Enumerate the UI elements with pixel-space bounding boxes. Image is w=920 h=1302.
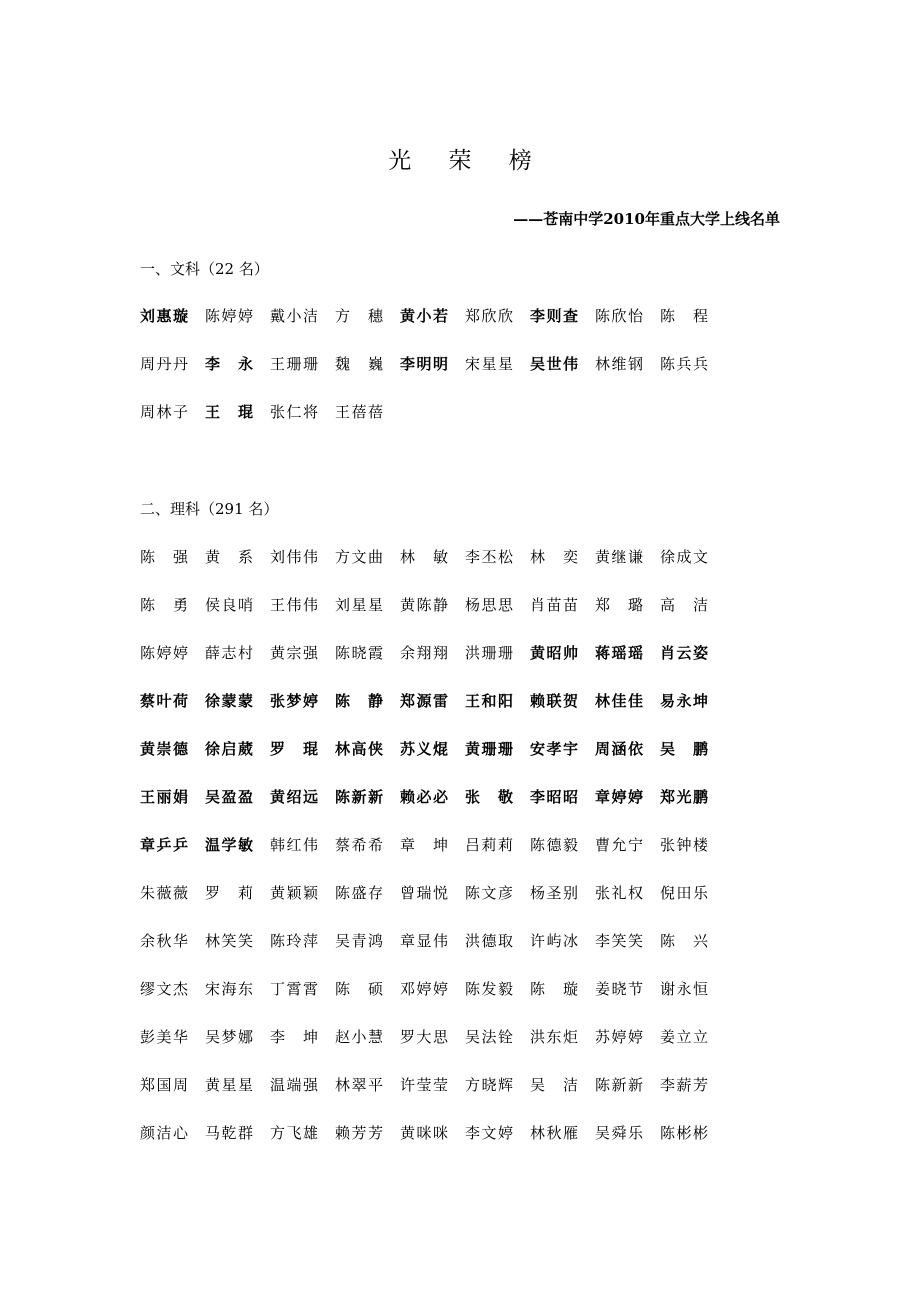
- student-name: 黄 昭 帅: [530, 644, 578, 662]
- student-name: 徐 蒙 蒙: [205, 692, 253, 710]
- student-name: 蔡 叶 荷: [140, 692, 188, 710]
- student-name: 张 礼 权: [595, 884, 643, 902]
- student-name: 林 高 侠: [335, 740, 383, 758]
- student-name: 陈 静: [335, 692, 383, 710]
- student-name: 徐 启 葳: [205, 740, 253, 758]
- student-name: 张 敬: [465, 788, 513, 806]
- student-name: 周 涵 依: [595, 740, 643, 758]
- page-subtitle: ——苍南中学2010年重点大学上线名单: [513, 210, 780, 228]
- student-name: 林 笑 笑: [205, 932, 253, 950]
- student-name: 章 坤: [400, 836, 448, 854]
- student-name: 黄 小 若: [400, 307, 448, 325]
- student-name: 陈 发 毅: [465, 980, 513, 998]
- student-name: 韩 红 伟: [270, 836, 318, 854]
- student-name: 吴 世 伟: [530, 355, 578, 373]
- student-name: 王 和 阳: [465, 692, 513, 710]
- student-name: 方 文 曲: [335, 548, 383, 566]
- student-name: 杨 圣 别: [530, 884, 578, 902]
- student-name: 刘 伟 伟: [270, 548, 318, 566]
- student-name: 黄 陈 静: [400, 596, 448, 614]
- student-name: 陈 程: [660, 307, 708, 325]
- student-name: 王 珊 珊: [270, 355, 318, 373]
- student-name: 陈 兴: [660, 932, 708, 950]
- student-name: 彭 美 华: [140, 1028, 188, 1046]
- student-name: 李 永: [205, 355, 253, 373]
- student-name: 姜 立 立: [660, 1028, 708, 1046]
- student-name: 张 仁 将: [270, 403, 318, 421]
- student-name: 吴 盈 盈: [205, 788, 253, 806]
- student-name: 陈 兵 兵: [660, 355, 708, 373]
- student-name: 余 翔 翔: [400, 644, 448, 662]
- student-name: 曹 允 宁: [595, 836, 643, 854]
- student-name: 侯 良 哨: [205, 596, 253, 614]
- student-name: 章 婷 婷: [595, 788, 643, 806]
- student-name: 蔡 希 希: [335, 836, 383, 854]
- science-name-list: [140, 546, 800, 1170]
- student-name: 曾 瑞 悦: [400, 884, 448, 902]
- student-name: 颜 洁 心: [140, 1124, 188, 1142]
- student-name: 张 梦 婷: [270, 692, 318, 710]
- student-name: 谢 永 恒: [660, 980, 708, 998]
- student-name: 黄 绍 远: [270, 788, 318, 806]
- student-name: 洪 珊 珊: [465, 644, 513, 662]
- student-name: 吴 法 铨: [465, 1028, 513, 1046]
- student-name: 郑 璐: [595, 596, 643, 614]
- student-name: 温 学 敏: [205, 836, 253, 854]
- student-name: 黄 继 谦: [595, 548, 643, 566]
- student-name: 赵 小 慧: [335, 1028, 383, 1046]
- student-name: 魏 巍: [335, 355, 383, 373]
- student-name: 许 莹 莹: [400, 1076, 448, 1094]
- student-name: 黄 系: [205, 548, 253, 566]
- student-name: 林 维 钢: [595, 355, 643, 373]
- student-name: 黄 珊 珊: [465, 740, 513, 758]
- student-name: 李 则 查: [530, 307, 578, 325]
- student-name: 高 洁: [660, 596, 708, 614]
- student-name: 余 秋 华: [140, 932, 188, 950]
- student-name: 李 文 婷: [465, 1124, 513, 1142]
- student-name: 薛 志 村: [205, 644, 253, 662]
- student-name: 李 丕 松: [465, 548, 513, 566]
- student-name: 蒋 瑶 瑶: [595, 644, 643, 662]
- student-name: 安 孝 宇: [530, 740, 578, 758]
- student-name: 赖 联 贺: [530, 692, 578, 710]
- student-name: 陈 强: [140, 548, 188, 566]
- student-name: 陈 欣 怡: [595, 307, 643, 325]
- student-name: 戴 小 洁: [270, 307, 318, 325]
- student-name: 姜 晓 节: [595, 980, 643, 998]
- student-name: 陈 新 新: [335, 788, 383, 806]
- student-name: 黄 宗 强: [270, 644, 318, 662]
- student-name: 周 林 子: [140, 403, 188, 421]
- student-name: 方 飞 雄: [270, 1124, 318, 1142]
- student-name: 马 乾 群: [205, 1124, 253, 1142]
- student-name: 刘 星 星: [335, 596, 383, 614]
- student-name: 陈 文 彦: [465, 884, 513, 902]
- student-name: 陈 婷 婷: [140, 644, 188, 662]
- student-name: 朱 薇 薇: [140, 884, 188, 902]
- student-name: 陈 彬 彬: [660, 1124, 708, 1142]
- student-name: 方 穗: [335, 307, 383, 325]
- student-name: 苏 婷 婷: [595, 1028, 643, 1046]
- student-name: 林 奕: [530, 548, 578, 566]
- student-name: 郑 欣 欣: [465, 307, 513, 325]
- student-name: 杨 思 思: [465, 596, 513, 614]
- student-name: 宋 海 东: [205, 980, 253, 998]
- student-name: 林 敏: [400, 548, 448, 566]
- student-name: 陈 璇: [530, 980, 578, 998]
- student-name: 李 坤: [270, 1028, 318, 1046]
- student-name: 张 钟 楼: [660, 836, 708, 854]
- student-name: 李 明 明: [400, 355, 448, 373]
- student-name: 吴 舜 乐: [595, 1124, 643, 1142]
- student-name: 苏 义 焜: [400, 740, 448, 758]
- student-name: 黄 颖 颖: [270, 884, 318, 902]
- student-name: 周 丹 丹: [140, 355, 188, 373]
- liberal-arts-name-list: [140, 305, 800, 449]
- student-name: 吴 洁: [530, 1076, 578, 1094]
- section-heading-science: 二、理科（291 名）: [140, 500, 279, 518]
- student-name: 赖 必 必: [400, 788, 448, 806]
- student-name: 洪 东 炬: [530, 1028, 578, 1046]
- student-name: 章 显 伟: [400, 932, 448, 950]
- student-name: 肖 苗 苗: [530, 596, 578, 614]
- student-name: 郑 光 鹏: [660, 788, 708, 806]
- student-name: 易 永 坤: [660, 692, 708, 710]
- student-name: 陈 盛 存: [335, 884, 383, 902]
- student-name: 洪 德 取: [465, 932, 513, 950]
- student-name: 陈 晓 霞: [335, 644, 383, 662]
- student-name: 李 笑 笑: [595, 932, 643, 950]
- student-name: 王 琨: [205, 403, 253, 421]
- student-name: 吴 鹏: [660, 740, 708, 758]
- student-name: 吕 莉 莉: [465, 836, 513, 854]
- student-name: 吴 青 鸿: [335, 932, 383, 950]
- student-name: 陈 婷 婷: [205, 307, 253, 325]
- student-name: 温 端 强: [270, 1076, 318, 1094]
- student-name: 缪 文 杰: [140, 980, 188, 998]
- student-name: 郑 国 周: [140, 1076, 188, 1094]
- student-name: 陈 勇: [140, 596, 188, 614]
- student-name: 吴 梦 娜: [205, 1028, 253, 1046]
- student-name: 许 屿 冰: [530, 932, 578, 950]
- section-heading-liberal-arts: 一、文科（22 名）: [140, 260, 269, 278]
- student-name: 罗 大 思: [400, 1028, 448, 1046]
- student-name: 林 秋 雁: [530, 1124, 578, 1142]
- student-name: 徐 成 文: [660, 548, 708, 566]
- student-name: 王 蓓 蓓: [335, 403, 383, 421]
- student-name: 宋 星 星: [465, 355, 513, 373]
- student-name: 倪 田 乐: [660, 884, 708, 902]
- student-name: 黄 星 星: [205, 1076, 253, 1094]
- student-name: 林 翠 平: [335, 1076, 383, 1094]
- student-name: 罗 琨: [270, 740, 318, 758]
- student-name: 陈 硕: [335, 980, 383, 998]
- student-name: 王 伟 伟: [270, 596, 318, 614]
- student-name: 罗 莉: [205, 884, 253, 902]
- student-name: 方 晓 辉: [465, 1076, 513, 1094]
- student-name: 陈 德 毅: [530, 836, 578, 854]
- student-name: 李 薪 芳: [660, 1076, 708, 1094]
- student-name: 黄 崇 德: [140, 740, 188, 758]
- student-name: 邓 婷 婷: [400, 980, 448, 998]
- page-title: 光 荣 榜: [388, 148, 547, 174]
- student-name: 陈 玲 萍: [270, 932, 318, 950]
- student-name: 陈 新 新: [595, 1076, 643, 1094]
- student-name: 黄 咪 咪: [400, 1124, 448, 1142]
- student-name: 林 佳 佳: [595, 692, 643, 710]
- student-name: 赖 芳 芳: [335, 1124, 383, 1142]
- student-name: 刘 惠 璇: [140, 307, 188, 325]
- student-name: 郑 源 雷: [400, 692, 448, 710]
- student-name: 肖 云 姿: [660, 644, 708, 662]
- student-name: 章 乒 乒: [140, 836, 188, 854]
- student-name: 李 昭 昭: [530, 788, 578, 806]
- student-name: 王 丽 娟: [140, 788, 188, 806]
- student-name: 丁 霄 霄: [270, 980, 318, 998]
